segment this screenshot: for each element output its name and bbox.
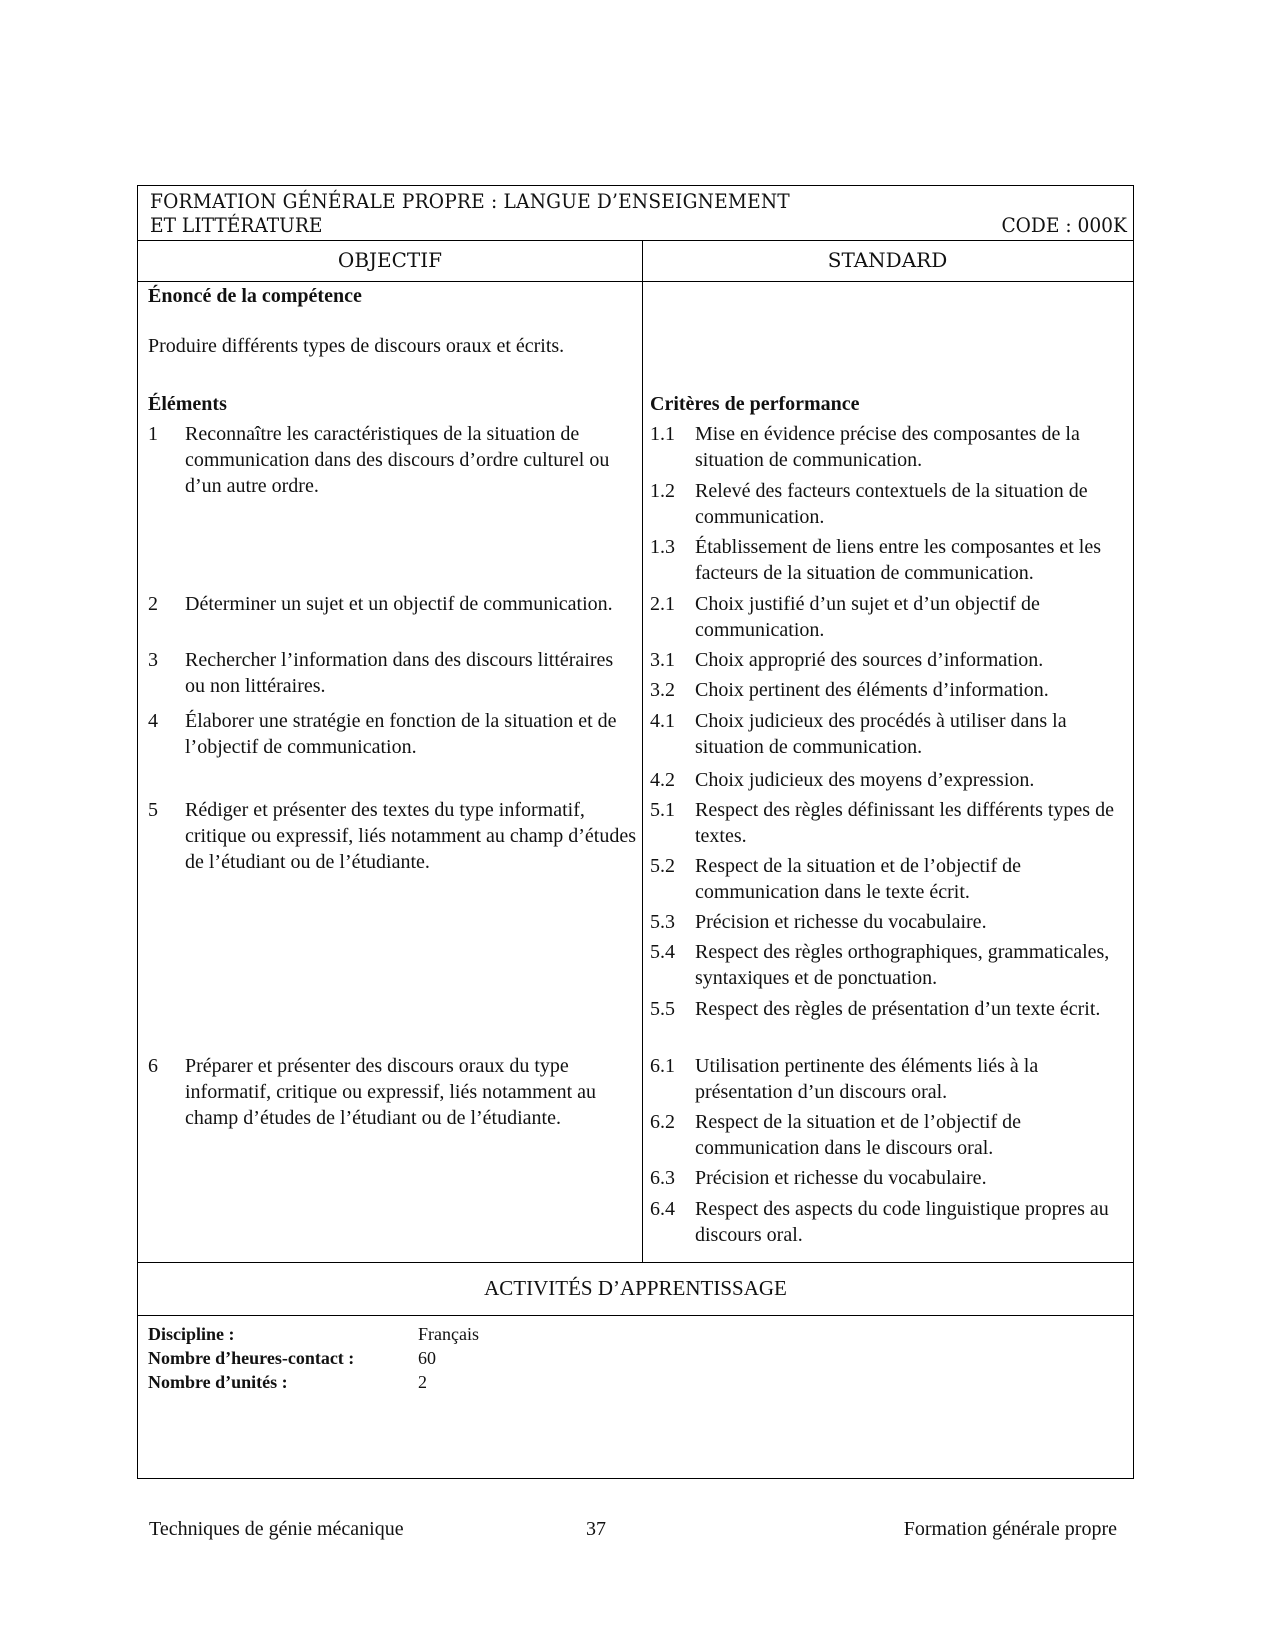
info-value: Français — [418, 1324, 479, 1344]
column-divider — [642, 281, 643, 1262]
critere-number: 5.2 — [650, 855, 675, 877]
critere-text: Précision et richesse du vocabulaire. — [695, 1167, 987, 1189]
critere-number: 6.2 — [650, 1111, 675, 1133]
critere-number: 5.3 — [650, 911, 675, 933]
page-number: 37 — [586, 1518, 606, 1540]
critere-text: Utilisation pertinente des éléments liés à la présentation d’un discours oral. — [695, 1055, 1039, 1103]
critere-text: Établissement de liens entre les composantes et les facteurs de la situation de communication. — [695, 536, 1101, 584]
footer-left: Techniques de génie mécanique — [149, 1518, 404, 1540]
critere-number: 3.2 — [650, 679, 675, 701]
critere-number: 1.2 — [650, 480, 675, 502]
critere-number: 1.1 — [650, 423, 675, 445]
critere-text: Respect des règles définissant les différents types de textes. — [695, 799, 1114, 847]
info-label: Nombre d’heures-contact : — [148, 1348, 355, 1368]
criteres-heading: Critères de performance — [650, 393, 860, 415]
column-header-standard: STANDARD — [642, 240, 1133, 282]
title-line-1: FORMATION GÉNÉRALE PROPRE : LANGUE D’ENSEIGNEMENT — [150, 189, 790, 213]
activites-heading: ACTIVITÉS D’APPRENTISSAGE — [138, 1262, 1133, 1316]
element-text: Reconnaître les caractéristiques de la situation de communication dans des discours d’ordre culturel ou d’un autre ordre. — [185, 423, 610, 497]
critere-text: Choix judicieux des moyens d’expression. — [695, 769, 1035, 791]
element-text: Déterminer un sujet et un objectif de communication. — [185, 593, 613, 615]
element-number: 3 — [148, 649, 158, 671]
element-number: 2 — [148, 593, 158, 615]
critere-text: Mise en évidence précise des composantes de la situation de communication. — [695, 423, 1080, 471]
info-label: Discipline : — [148, 1324, 235, 1344]
critere-number: 5.1 — [650, 799, 675, 821]
critere-number: 2.1 — [650, 593, 675, 615]
element-text: Rechercher l’information dans des discours littéraires ou non littéraires. — [185, 649, 614, 697]
critere-text: Choix judicieux des procédés à utiliser dans la situation de communication. — [695, 710, 1067, 758]
critere-number: 1.3 — [650, 536, 675, 558]
critere-text: Précision et richesse du vocabulaire. — [695, 911, 987, 933]
critere-text: Choix approprié des sources d’information. — [695, 649, 1044, 671]
critere-number: 4.2 — [650, 769, 675, 791]
critere-text: Choix pertinent des éléments d’information. — [695, 679, 1049, 701]
element-number: 5 — [148, 799, 158, 821]
footer-right: Formation générale propre — [903, 1518, 1117, 1540]
critere-text: Choix justifié d’un sujet et d’un objectif de communication. — [695, 593, 1040, 641]
element-number: 1 — [148, 423, 158, 445]
critere-text: Respect des règles de présentation d’un texte écrit. — [695, 998, 1101, 1020]
critere-text: Respect des règles orthographiques, grammaticales, syntaxiques et de ponctuation. — [695, 941, 1110, 989]
critere-number: 3.1 — [650, 649, 675, 671]
critere-text: Respect des aspects du code linguistique propres au discours oral. — [695, 1198, 1109, 1246]
info-value: 2 — [418, 1372, 427, 1392]
course-code: CODE : 000K — [1001, 213, 1127, 237]
critere-number: 6.4 — [650, 1198, 675, 1220]
critere-text: Respect de la situation et de l’objectif de communication dans le texte écrit. — [695, 855, 1021, 903]
enonce-text: Produire différents types de discours oraux et écrits. — [148, 335, 565, 357]
critere-number: 6.1 — [650, 1055, 675, 1077]
element-text: Préparer et présenter des discours oraux du type informatif, critique ou expressif, liés notamment au champ d’études de l’étudiant ou de l’étudiante. — [185, 1055, 596, 1129]
critere-number: 5.4 — [650, 941, 675, 963]
element-text: Rédiger et présenter des textes du type informatif, critique ou expressif, liés notamment au champ d’études de l’étudiant ou de l’étudiante. — [185, 799, 636, 873]
elements-heading: Éléments — [148, 393, 227, 415]
title-block — [138, 186, 1133, 241]
critere-number: 4.1 — [650, 710, 675, 732]
critere-text: Respect de la situation et de l’objectif de communication dans le discours oral. — [695, 1111, 1021, 1159]
info-label: Nombre d’unités : — [148, 1372, 288, 1392]
element-number: 6 — [148, 1055, 158, 1077]
critere-text: Relevé des facteurs contextuels de la situation de communication. — [695, 480, 1088, 528]
info-value: 60 — [418, 1348, 436, 1368]
critere-number: 6.3 — [650, 1167, 675, 1189]
enonce-heading: Énoncé de la compétence — [148, 285, 362, 307]
column-header-objectif: OBJECTIF — [138, 240, 643, 282]
critere-number: 5.5 — [650, 998, 675, 1020]
competency-sheet — [137, 185, 1134, 1479]
element-text: Élaborer une stratégie en fonction de la situation et de l’objectif de communication. — [185, 710, 617, 758]
title-line-2: ET LITTÉRATURE — [150, 213, 323, 237]
element-number: 4 — [148, 710, 158, 732]
